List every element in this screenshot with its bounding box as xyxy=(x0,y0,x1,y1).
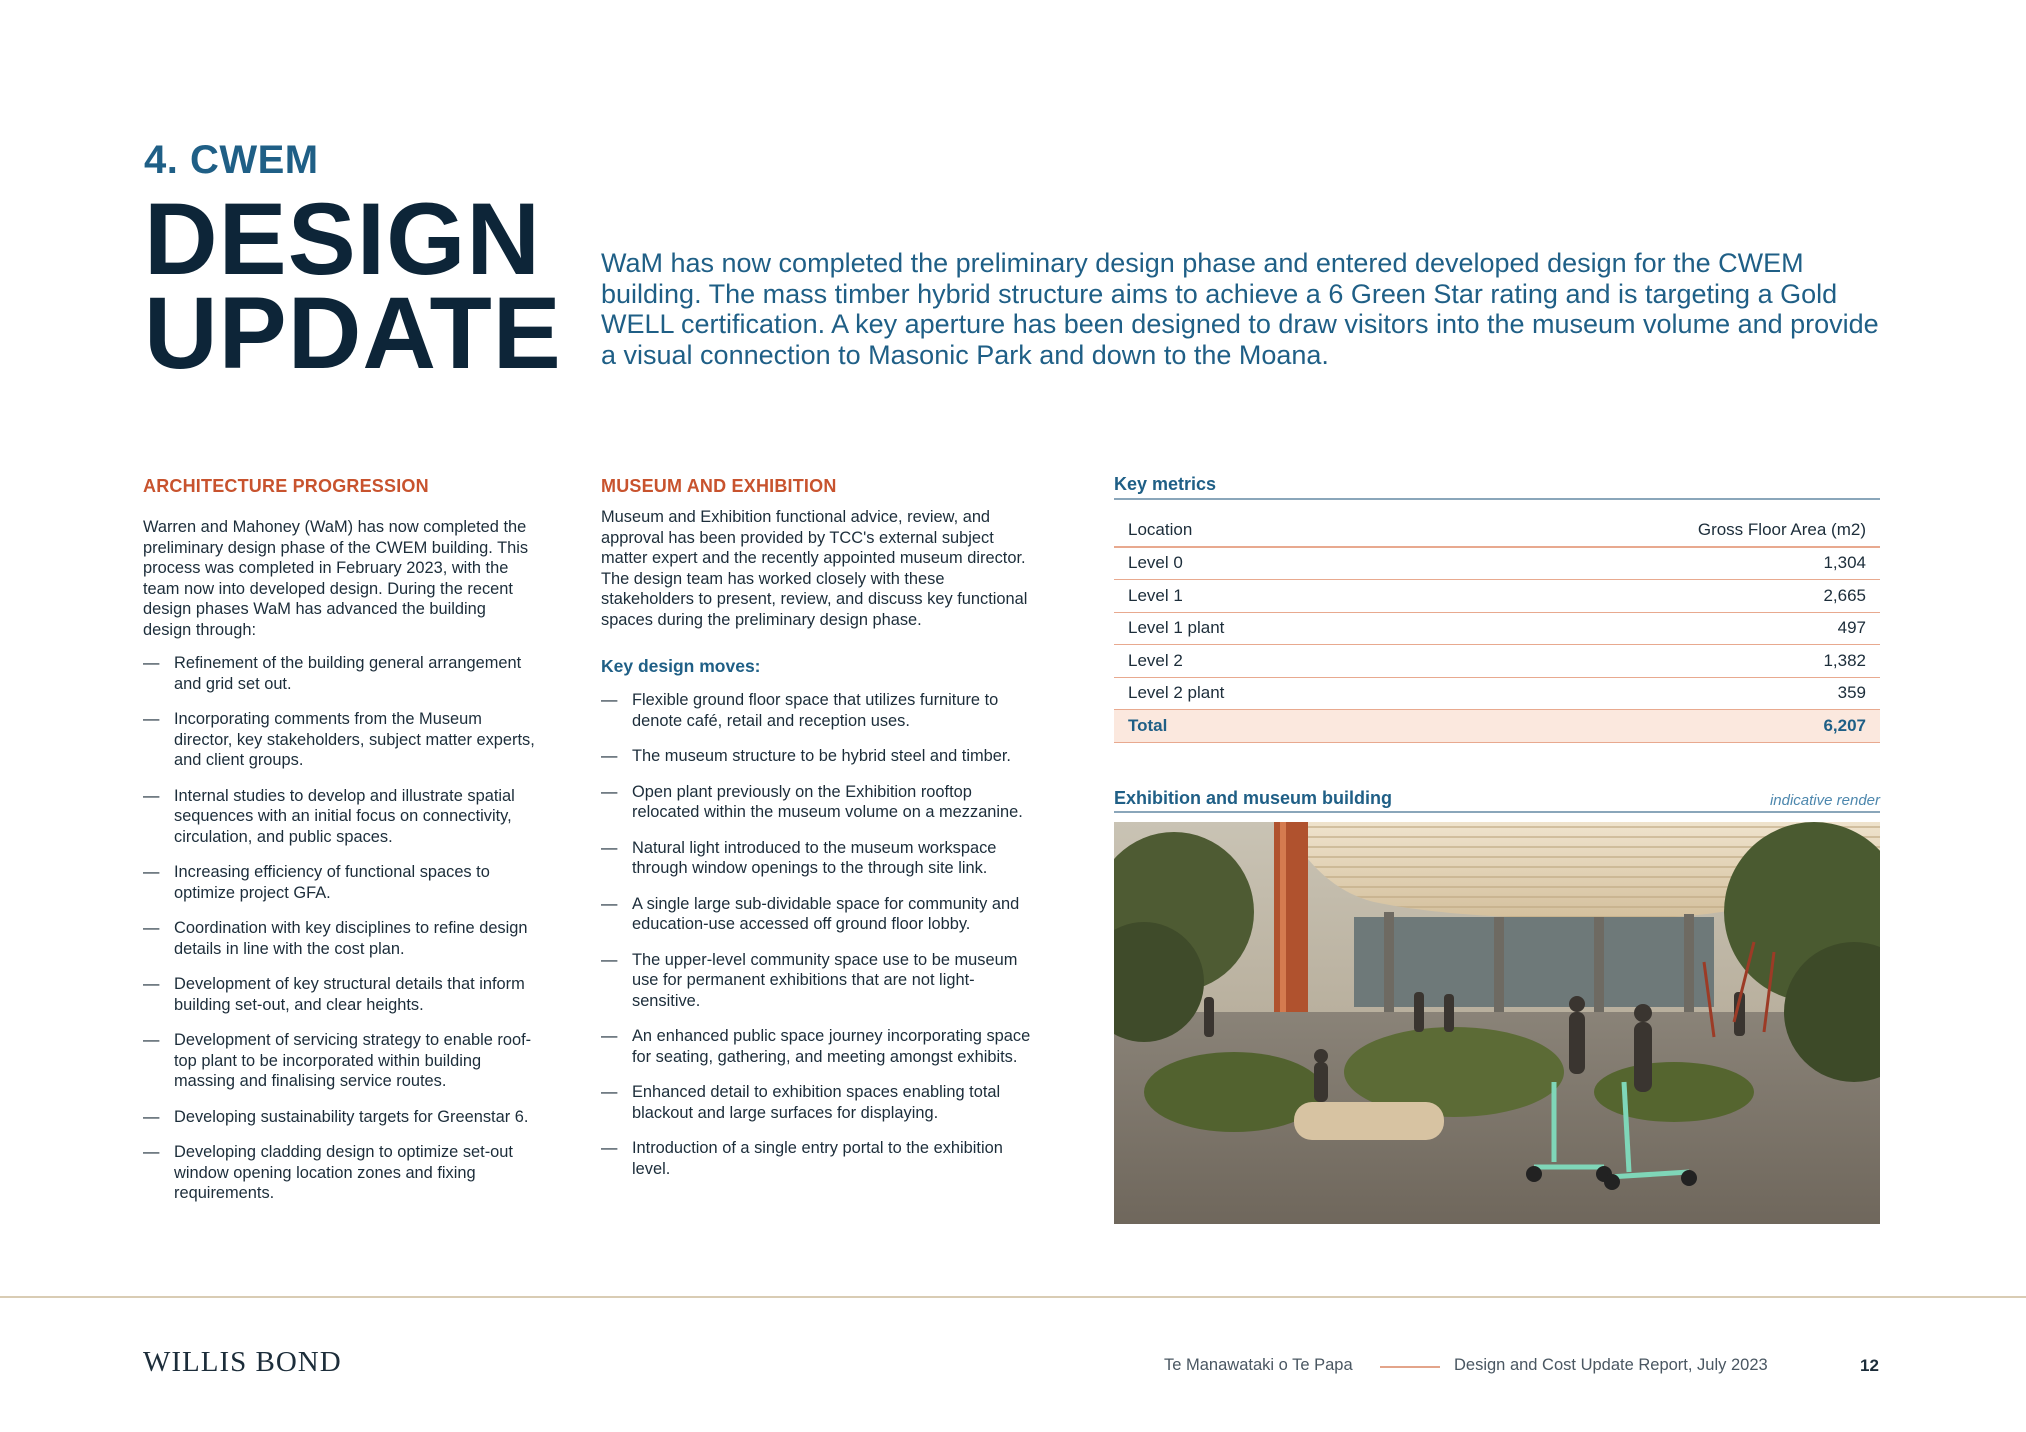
list-item-text: Development of key structural details that inform building set-out, and clear heights. xyxy=(174,975,525,1014)
museum-heading: MUSEUM AND EXHIBITION xyxy=(601,476,837,496)
key-metrics-table xyxy=(1114,514,1880,743)
list-item xyxy=(601,894,1041,935)
design-moves-list xyxy=(601,690,1041,1194)
dash-icon: — xyxy=(601,1083,618,1101)
list-item xyxy=(143,862,535,903)
architecture-list xyxy=(143,653,535,1219)
footer-project-name: Te Manawataki o Te Papa xyxy=(1164,1356,1353,1374)
page-title-line-2: UPDATE xyxy=(144,276,562,390)
dash-icon: — xyxy=(601,894,618,913)
dash-icon: — xyxy=(601,782,618,801)
row-location: Level 1 xyxy=(1114,580,1411,613)
list-item-text: Refinement of the building general arrangement and grid set out. xyxy=(174,654,522,693)
dash-icon: — xyxy=(601,691,618,709)
list-item-text: Development of servicing strategy to enable roof-top plant to be incorporated within building massing and finalising service routes. xyxy=(174,1031,532,1090)
page-number: 12 xyxy=(1860,1356,1879,1375)
row-location: Level 2 plant xyxy=(1114,677,1411,710)
row-gfa: 1,304 xyxy=(1411,547,1880,580)
willis-bond-logo: WILLIS BOND xyxy=(143,1346,342,1378)
list-item xyxy=(601,746,1041,767)
list-item xyxy=(143,709,535,771)
table-row xyxy=(1114,612,1880,645)
render-header xyxy=(1114,788,1880,813)
footer-rule xyxy=(1380,1366,1440,1368)
row-location: Level 0 xyxy=(1114,547,1411,580)
total-label: Total xyxy=(1114,710,1411,743)
list-item-text: Developing cladding design to optimize set-out window opening location zones and fixing requirements. xyxy=(174,1143,513,1202)
list-item xyxy=(143,1030,535,1092)
building-render-image xyxy=(1114,822,1880,1224)
list-item-text: The museum structure to be hybrid steel and timber. xyxy=(632,747,1011,765)
row-gfa: 2,665 xyxy=(1411,580,1880,613)
list-item-text: Natural light introduced to the museum workspace through window openings to the through site link. xyxy=(632,838,997,877)
intro-paragraph: WaM has now completed the preliminary design phase and entered developed design for the CWEM building. The mass timber hybrid structure aims to achieve a 6 Green Star rating and is targeting a Gold WELL certification. A key aperture has been designed to draw visitors into the museum volume and provide a visual connection to Masonic Park and down to the Moana. xyxy=(601,248,1879,370)
list-item-text: Flexible ground floor space that utilizes furniture to denote café, retail and reception uses. xyxy=(632,691,999,730)
page-title xyxy=(144,182,562,390)
table-row xyxy=(1114,547,1880,580)
dash-icon: — xyxy=(601,1027,618,1045)
dash-icon: — xyxy=(143,786,160,805)
dash-icon: — xyxy=(143,1143,160,1161)
page-title-line-1: DESIGN xyxy=(144,182,542,296)
footer-divider xyxy=(0,1296,2026,1298)
list-item xyxy=(143,653,535,694)
architecture-heading: ARCHITECTURE PROGRESSION xyxy=(143,476,429,496)
list-item xyxy=(143,1142,535,1204)
list-item-text: Incorporating comments from the Museum director, key stakeholders, subject matter experts, and client groups. xyxy=(174,710,535,769)
row-gfa: 359 xyxy=(1411,677,1880,710)
dash-icon: — xyxy=(143,1031,160,1049)
list-item xyxy=(601,1026,1041,1067)
list-item xyxy=(143,974,535,1015)
list-item-text: The upper-level community space use to be museum use for permanent exhibitions that are not light-sensitive. xyxy=(632,950,1018,1010)
list-item-text: Internal studies to develop and illustrate spatial sequences with an initial focus on connectivity, circulation, and public spaces. xyxy=(174,786,515,846)
dash-icon: — xyxy=(143,710,160,728)
table-header-row xyxy=(1114,514,1880,547)
total-row xyxy=(1114,710,1880,743)
table-row xyxy=(1114,677,1880,710)
section-label: 4. CWEM xyxy=(144,138,319,182)
dash-icon: — xyxy=(143,863,160,881)
dash-icon: — xyxy=(143,919,160,937)
list-item-text: Enhanced detail to exhibition spaces enabling total blackout and large surfaces for displaying. xyxy=(632,1083,1001,1122)
render-title: Exhibition and museum building xyxy=(1114,788,1392,808)
list-item-text: Open plant previously on the Exhibition rooftop relocated within the museum volume on a mezzanine. xyxy=(632,782,1023,821)
list-item xyxy=(601,838,1041,879)
dash-icon: — xyxy=(601,1139,618,1157)
column-header-gfa: Gross Floor Area (m2) xyxy=(1411,514,1880,547)
render-note: indicative render xyxy=(1769,792,1880,809)
key-metrics-heading: Key metrics xyxy=(1114,474,1880,500)
dash-icon: — xyxy=(143,975,160,993)
total-value: 6,207 xyxy=(1411,710,1880,743)
list-item-text: Developing sustainability targets for Greenstar 6. xyxy=(174,1107,529,1126)
row-location: Level 2 xyxy=(1114,645,1411,678)
list-item-text: Increasing efficiency of functional spaces to optimize project GFA. xyxy=(174,863,490,902)
list-item xyxy=(601,1138,1041,1179)
list-item xyxy=(143,918,535,959)
footer-report-name: Design and Cost Update Report, July 2023 xyxy=(1454,1356,1768,1374)
dash-icon: — xyxy=(601,747,618,765)
list-item xyxy=(601,690,1041,731)
list-item xyxy=(601,1082,1041,1123)
dash-icon: — xyxy=(143,1107,160,1126)
list-item xyxy=(601,950,1041,1012)
list-item-text: Coordination with key disciplines to refine design details in line with the cost plan. xyxy=(174,919,528,958)
architecture-paragraph: Warren and Mahoney (WaM) has now completed the preliminary design phase of the CWEM building. This process was completed in February 2023, with the team now into developed design. During the recent design phases WaM has advanced the building design through: xyxy=(143,518,529,639)
row-gfa: 497 xyxy=(1411,612,1880,645)
list-item-text: A single large sub-dividable space for community and education-use accessed off ground floor lobby. xyxy=(632,894,1020,933)
list-item-text: An enhanced public space journey incorporating space for seating, gathering, and meeting amongst exhibits. xyxy=(632,1027,1031,1066)
row-location: Level 1 plant xyxy=(1114,612,1411,645)
table-row xyxy=(1114,580,1880,613)
column-header-location: Location xyxy=(1114,514,1411,547)
dash-icon: — xyxy=(601,838,618,857)
list-item xyxy=(143,786,535,848)
museum-paragraph: Museum and Exhibition functional advice, review, and approval has been provided by TCC's external subject matter expert and the recently appointed museum director. The design team has worked closely with these stakeholders to present, review, and discuss key functional spaces during the preliminary design phase. xyxy=(601,508,1028,629)
dash-icon: — xyxy=(601,950,618,969)
dash-icon: — xyxy=(143,654,160,672)
list-item xyxy=(601,782,1041,823)
table-row xyxy=(1114,645,1880,678)
list-item-text: Introduction of a single entry portal to the exhibition level. xyxy=(632,1139,1003,1178)
key-design-moves-heading: Key design moves: xyxy=(601,656,761,676)
row-gfa: 1,382 xyxy=(1411,645,1880,678)
list-item xyxy=(143,1107,535,1128)
